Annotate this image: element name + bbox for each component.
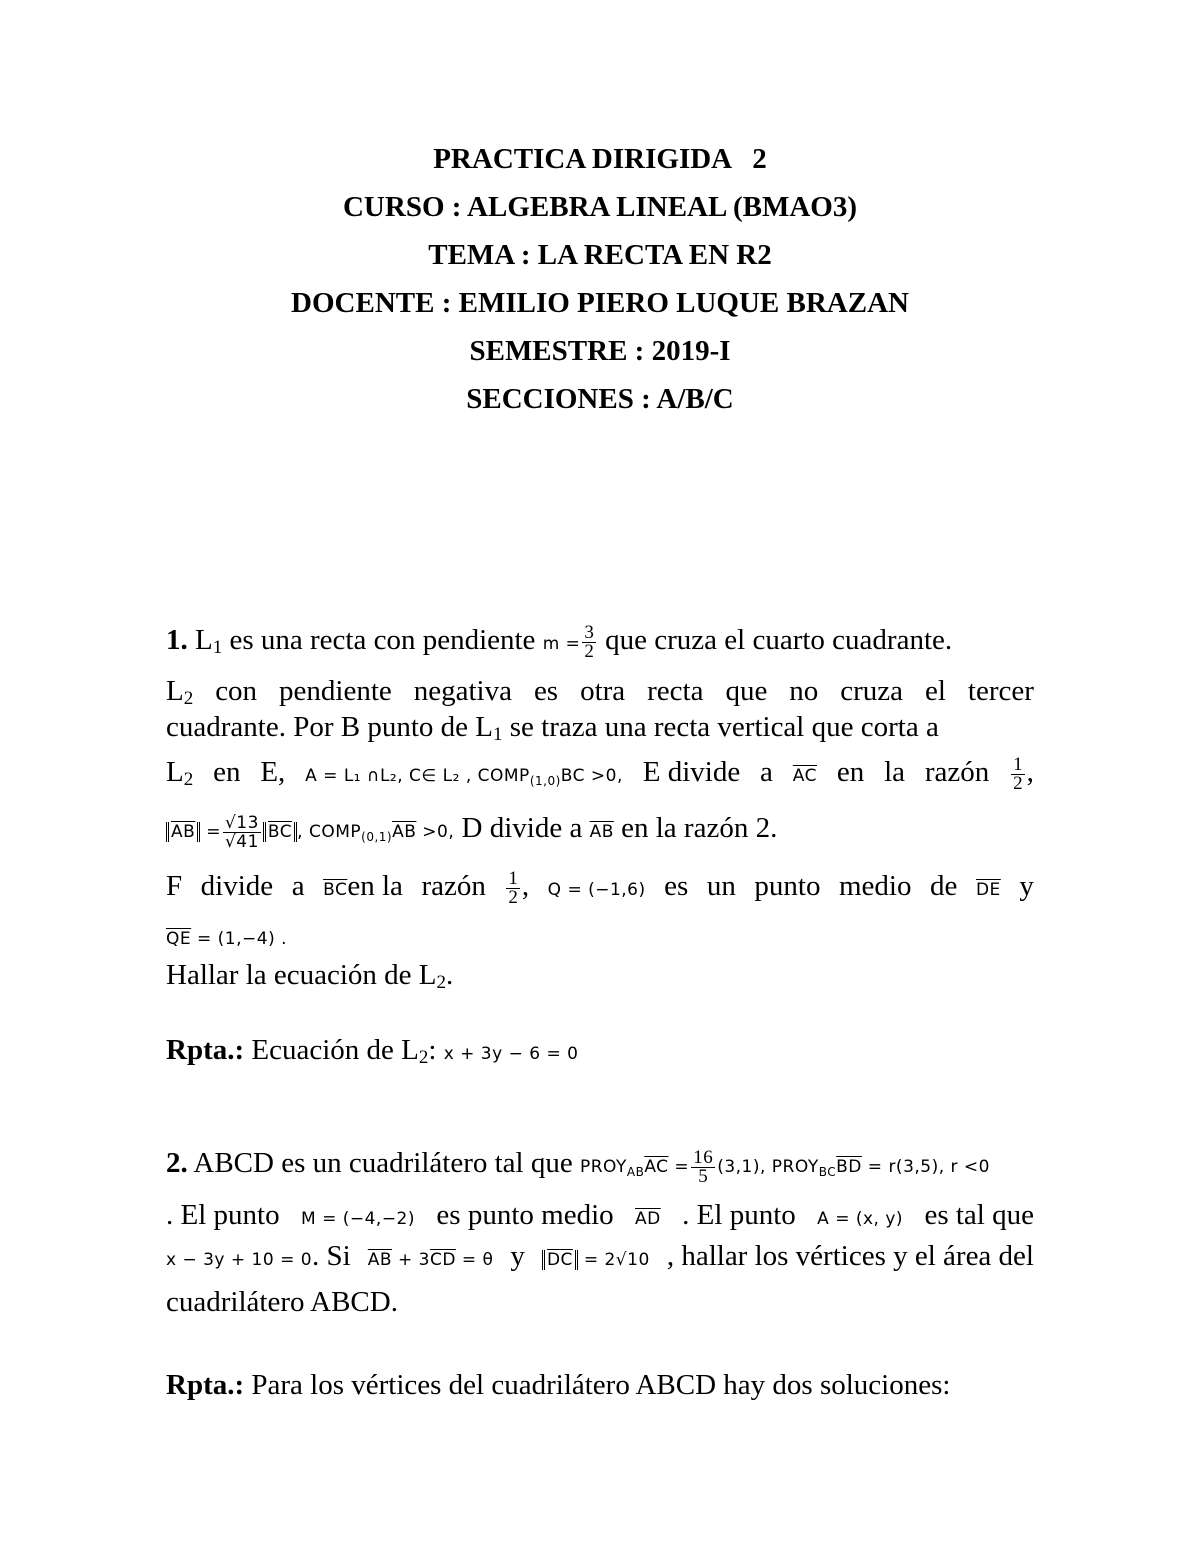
p1-l8-a: Hallar la ecuación de L (166, 959, 437, 991)
header-topic: TEMA : LA RECTA EN R2 (428, 239, 772, 271)
p1-l5-eq: = (206, 822, 221, 842)
p1-l4-frac-den: 2 (1013, 772, 1023, 794)
p2-l2-a-pt: A = (x, y) (817, 1209, 904, 1229)
p1-l2-w1-sub: 2 (183, 688, 194, 709)
p1-l2-w9: no (789, 675, 819, 707)
p1-l4-math-sub: (1,0) (529, 774, 561, 788)
p2-line-4 (166, 1282, 1034, 1322)
p2-l4-text: cuadrilátero ABCD. (166, 1286, 398, 1318)
p1-l4-frac-wrap (1009, 752, 1034, 793)
p2-answer-label: Rpta.: (166, 1369, 245, 1401)
p1-l4-frac (1011, 753, 1025, 794)
p2-l2-c: . El punto (682, 1199, 796, 1231)
p2-number: 2. (166, 1147, 188, 1179)
p2-l3-eq-wrap (166, 1236, 351, 1280)
p2-l2-b: es punto medio (436, 1199, 614, 1231)
p2-proy2: PROY (765, 1157, 819, 1177)
p2-l3-cd: $\overline{CD}$ (429, 1250, 456, 1270)
p2-l2-ad: $\overline{AD}$ (635, 1209, 661, 1229)
p2-l3-eq3: = 2√10 (577, 1250, 650, 1270)
p2-l2-d: es tal que (924, 1199, 1034, 1231)
p1-l4-a (166, 752, 193, 800)
p1-slope-frac (582, 621, 596, 662)
p1-answer-sub: 2 (418, 1047, 429, 1068)
p1-l4-c: E, (260, 756, 286, 788)
p1-l4-a-text: L (166, 756, 184, 788)
p1-l1-b: es una recta con pendiente (222, 624, 536, 656)
p1-l5-comp-sub: (0,1) (361, 830, 393, 844)
p1-l7-qe: $\overline{QE}$ (166, 929, 192, 949)
p1-l6-frac (506, 867, 520, 908)
p2-l3-norm (542, 1240, 650, 1280)
p1-l2-w8: que (725, 675, 768, 707)
p1-l7-val: = (1,−4) . (191, 929, 288, 949)
p1-line-1 (166, 620, 1034, 660)
p1-l6-d-wrap (323, 866, 403, 910)
p1-l2-w10: cruza (840, 675, 904, 707)
p2-answer (166, 1365, 1034, 1405)
p1-l2-w7: recta (647, 675, 704, 707)
p2-proy1-frac (691, 1146, 715, 1187)
p2-proy1-val: (3,1), (717, 1157, 766, 1177)
p2-l3-b: , hallar los vértices y el área del (666, 1240, 1034, 1272)
p1-l6-den: 2 (508, 886, 518, 908)
p1-slope-num: 3 (584, 621, 594, 643)
p1-l4-d: E divide (642, 756, 741, 788)
p1-l6-i: punto (754, 870, 821, 902)
p1-l4-a-sub: 2 (183, 769, 194, 790)
p2-l2-m: M = (−4,−2) (301, 1209, 416, 1229)
p2-l3-eq2: = θ (455, 1250, 494, 1270)
p1-l2-w2: con (215, 675, 258, 707)
p2-proy2-val: = r(3,5), r <0 (861, 1157, 990, 1177)
header-sections: SECCIONES : A/B/C (466, 383, 734, 415)
p1-l1-sub: 1 (212, 637, 223, 658)
p1-l6-d: $\overline{BC}$ (323, 880, 348, 900)
p2-l3-ab: $\overline{AB}$ (367, 1250, 393, 1270)
p1-l4-frac-num: 1 (1013, 753, 1023, 775)
p1-l8-b: . (446, 959, 454, 991)
p1-l2-w1-text: L (166, 675, 184, 707)
p1-l6-a: F (166, 870, 183, 902)
p1-l2-w4: negativa (413, 675, 512, 707)
document-header (0, 135, 1200, 423)
p2-proy2-vec: $\overline{BD}$ (836, 1157, 862, 1177)
p2-proy1-vec: $\overline{AC}$ (644, 1157, 669, 1177)
p1-answer-text: Ecuación de L (244, 1034, 419, 1066)
p1-l6-frac-wrap (504, 866, 529, 907)
p1-l5-comp-gt: >0, (416, 822, 455, 842)
p2-l3-dc: $\overline{DC}$ (542, 1250, 578, 1270)
p2-proy1-num: 16 (693, 1146, 714, 1168)
p2-proy1-den: 5 (698, 1165, 709, 1187)
p1-l2-w11: el (925, 675, 946, 707)
p1-line-4 (166, 752, 1034, 792)
p1-l6-g: es (664, 870, 689, 902)
p2-l3-eq: x − 3y + 10 = 0 (166, 1250, 313, 1270)
p1-l5-comp: , COMP (297, 822, 362, 842)
p1-l5-text2: en la razón 2. (613, 812, 778, 844)
p1-l6-j: medio (839, 870, 912, 902)
p1-l6-b: divide (200, 870, 274, 902)
p1-l2-w3: pendiente (279, 675, 392, 707)
p1-slope-den: 2 (584, 640, 594, 662)
p1-l5-comp-ab: $\overline{AB}$ (392, 822, 417, 842)
p1-l5-text: D divide a (454, 812, 590, 844)
p2-l3-plus: + 3 (392, 1250, 430, 1270)
p1-number: 1. (166, 624, 188, 656)
p2-answer-text: Para los vértices del cuadrilátero ABCD hay dos soluciones: (244, 1369, 951, 1401)
p1-l7-math (166, 929, 287, 949)
p2-line-1 (166, 1143, 1034, 1187)
p1-slope-lhs: m = (542, 634, 581, 654)
p1-l5-den: √41 (224, 831, 259, 852)
p1-l4-e: a (760, 756, 773, 788)
p1-l6-de: $\overline{DE}$ (975, 880, 1001, 900)
p1-l6-q: Q = (−1,6) (547, 880, 646, 900)
p1-l4-comma: , (1026, 756, 1034, 788)
p1-l8-sub: 2 (436, 972, 447, 993)
p1-l6-k: de (930, 870, 958, 902)
p1-l3-sub: 1 (492, 724, 503, 745)
p2-line-2 (166, 1195, 1034, 1235)
p1-l4-b: en (213, 756, 241, 788)
p1-l5-ab2: $\overline{AB}$ (589, 822, 614, 842)
p1-l4-f: $\overline{AC}$ (792, 766, 817, 786)
p1-l5-frac (223, 814, 261, 851)
p1-l6-f: razón (421, 870, 486, 902)
p1-l4-h: la (884, 756, 906, 788)
p1-l4-math-text: A = L₁ ∩L₂, C∈ L₂ , COMP (305, 766, 530, 786)
p1-line-8 (166, 955, 1034, 995)
p1-l3-b: se traza una recta vertical que corta a (502, 711, 939, 743)
p1-l1-c: que cruza el cuarto cuadrante. (605, 624, 953, 656)
p1-l6-h: un (706, 870, 736, 902)
p1-answer-eq: x + 3y − 6 = 0 (443, 1044, 579, 1064)
header-title: PRACTICA DIRIGIDA 2 (433, 143, 767, 175)
p1-l2-w12: tercer (967, 675, 1034, 707)
header-teacher: DOCENTE : EMILIO PIERO LUQUE BRAZAN (291, 287, 909, 319)
p2-proy-math (579, 1146, 990, 1187)
p2-proy1: PROY (579, 1157, 627, 1177)
p1-l5-num: √13 (224, 812, 259, 833)
p2-l2-a: . El punto (166, 1199, 280, 1231)
p2-l3-vec-sum (368, 1240, 494, 1280)
p1-l3-a: cuadrante. Por B punto de L (166, 711, 493, 743)
p2-proy1-sub: AB (626, 1165, 645, 1179)
p1-line-3 (166, 707, 1034, 747)
p1-l6-c: a (291, 870, 305, 902)
p1-line-5 (166, 808, 1034, 852)
p1-l4-i: razón (924, 756, 990, 788)
p1-answer-label: Rpta.: (166, 1034, 245, 1066)
p1-line-7 (166, 915, 1034, 955)
p1-l6-y: y (1019, 870, 1034, 902)
p2-line-3 (166, 1236, 1034, 1276)
p2-proy1-eq: = (668, 1157, 690, 1177)
p1-l4-math2: BC >0, (560, 766, 623, 786)
p2-l3-y: y (510, 1240, 525, 1272)
p1-l2-w5: es (533, 675, 559, 707)
p1-l6-num: 1 (508, 867, 518, 889)
header-semester: SEMESTRE : 2019-I (469, 335, 731, 367)
p1-line-2 (166, 671, 1034, 711)
p1-line-6 (166, 866, 1034, 906)
p2-proy2-sub: BC (818, 1165, 837, 1179)
p1-l5-ab: $\overline{AB}$ (166, 822, 200, 842)
p1-l6-comma: , (521, 870, 530, 902)
p1-l6-e: en la (347, 870, 403, 902)
p1-l2-w6: otra (580, 675, 626, 707)
p1-l5-bc: $\overline{BC}$ (263, 822, 297, 842)
header-course: CURSO : ALGEBRA LINEAL (BMAO3) (342, 191, 857, 223)
p2-l3-a: . Si (312, 1240, 351, 1272)
p1-l4-math (305, 756, 623, 801)
p1-answer (166, 1030, 1034, 1070)
p1-l4-g: en (836, 756, 865, 788)
p2-l1-text: ABCD es un cuadrilátero tal que (187, 1147, 573, 1179)
p1-l1-a: L (195, 624, 213, 656)
p1-answer-colon: : (428, 1034, 437, 1066)
p1-l5-math (166, 812, 455, 852)
